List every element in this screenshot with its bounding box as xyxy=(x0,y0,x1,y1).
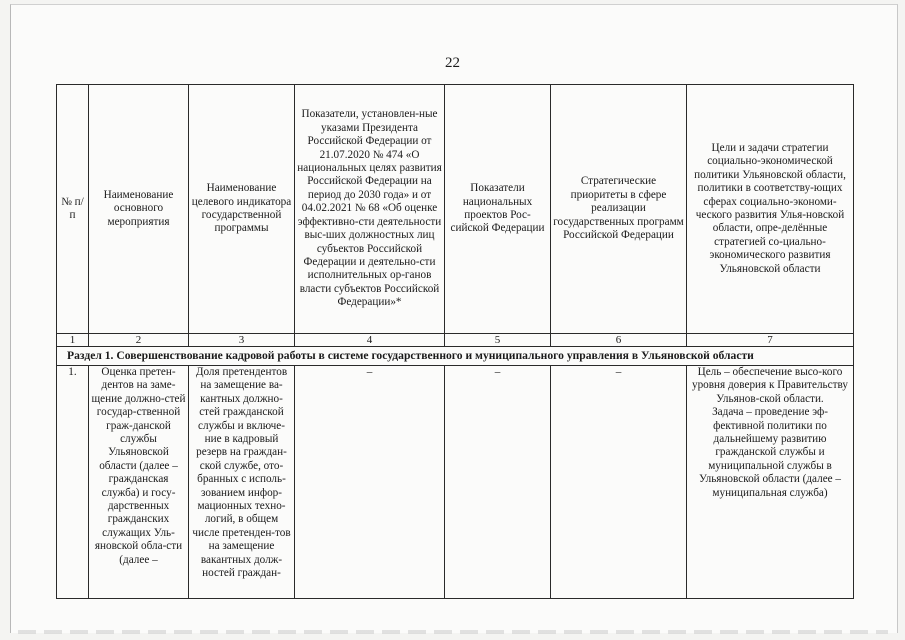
column-number: 4 xyxy=(295,334,445,347)
header-number: № п/п xyxy=(57,85,89,334)
program-table xyxy=(56,84,854,599)
column-number: 5 xyxy=(445,334,551,347)
task-text: Задача – проведение эф-фективной политики по дальнейшему развитию гражданской службы и муниципальной службы в Ульяновской области (далее – муниципальная служба) xyxy=(698,406,842,499)
indicator-cell: Доля претендентов на замещение ва-кантных должно-стей гражданской службы и включе-ние в кадровый резерв на граждан-ской службе, ото-бранных с исполь-зованием инфор-мационных техно-логий, в общем числе претенден-тов на замещение вакантных долж-ностей граждан- xyxy=(189,366,295,599)
section-row xyxy=(57,347,854,366)
national-cell xyxy=(445,366,551,599)
column-number: 2 xyxy=(89,334,189,347)
section-title: Раздел 1. Совершенствование кадровой работы в системе государственного и муниципального управления в Ульяновской области xyxy=(57,347,854,366)
scan-edge xyxy=(18,630,888,634)
header-goals-tasks: Цели и задачи стратегии социально-экономической политики Ульяновской области, политики в соответству-ющих сферах социально-экономи-ческого развития Улья-новской области, опре-делённые стратегией со-циально-экономического развития Ульяновской области xyxy=(687,85,854,334)
presidential-cell xyxy=(295,366,445,599)
column-number: 3 xyxy=(189,334,295,347)
row-number: 1. xyxy=(57,366,89,599)
header-row xyxy=(57,85,854,334)
table-row xyxy=(57,366,854,599)
column-number: 1 xyxy=(57,334,89,347)
strategic-cell xyxy=(551,366,687,599)
header-national-projects: Показатели национальных проектов Рос-сийской Федерации xyxy=(445,85,551,334)
goals-cell xyxy=(687,366,854,599)
dash-value: – xyxy=(494,366,501,378)
dash-value: – xyxy=(366,366,373,378)
column-number-row xyxy=(57,334,854,347)
header-presidential-indicators: Показатели, установлен-ные указами Президента Российской Федерации от 21.07.2020 № 474 «О национальных целях развития Российской Федерации на период до 2030 года» и от 04.02.2021 № 68 «Об оценке эффективно-сти деятельности выс-ших должностных лиц субъектов Российской Федерации и деятельно-сти исполнительных ор-ганов власти субъектов Российской Федерации»* xyxy=(295,85,445,334)
header-indicator: Наименование целевого индикатора государственной программы xyxy=(189,85,295,334)
header-activity: Наименование основного мероприятия xyxy=(89,85,189,334)
activity-cell: Оценка претен-дентов на заме-щение должно-стей государ-ственной граж-данской службы Ульяновской области (далее – гражданская служба) и госу-дарственных гражданских служащих Уль-яновской обла-сти (далее – xyxy=(89,366,189,599)
goal-text: Цель – обеспечение высо-кого уровня доверия к Правительству Ульянов-ской области. xyxy=(691,366,848,405)
dash-value: – xyxy=(615,366,622,378)
page-number: 22 xyxy=(445,55,460,71)
header-strategic-priorities: Стратегические приоритеты в сфере реализации государственных программ Российской Федерации xyxy=(551,85,687,334)
column-number: 6 xyxy=(551,334,687,347)
column-number: 7 xyxy=(687,334,854,347)
